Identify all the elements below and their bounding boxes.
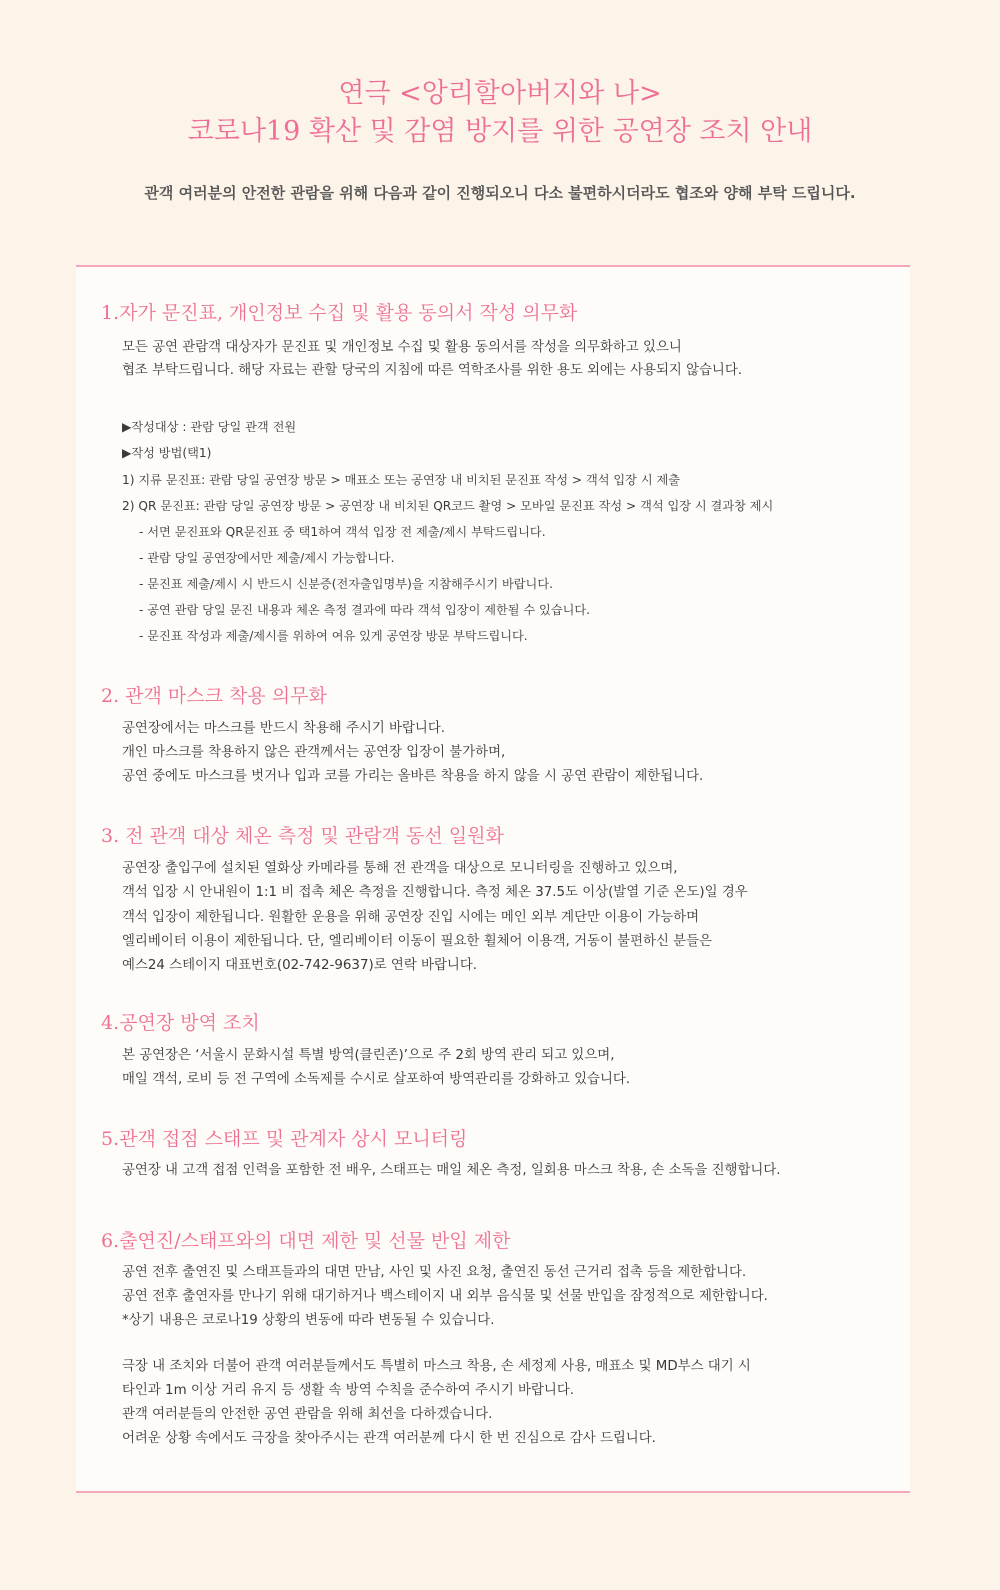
section-1-note: - 문진표 작성과 제출/제시를 위하여 여유 있게 공연장 방문 부탁드립니다. [139,629,528,643]
section-1-note: - 서면 문진표와 QR문진표 중 택1하여 객석 입장 전 제출/제시 부탁드립니다. [139,525,546,539]
section-1-line: 협조 부탁드립니다. 해당 자료는 관할 당국의 지침에 따른 역학조사를 위한 용도 외에는 사용되지 않습니다. [122,363,743,378]
page-title-line2: 코로나19 확산 및 감염 방지를 위한 공연장 조치 안내 [187,116,813,147]
section-1-detail: ▶작성대상 : 관람 당일 관객 전원 [122,420,297,434]
section-1-note: - 공연 관람 당일 문진 내용과 체온 측정 결과에 따라 객석 입장이 제한될 수 있습니다. [139,603,591,617]
section-6-title: 6.출연진/스태프와의 대면 제한 및 선물 반입 제한 [101,1230,511,1252]
page-title-line1: 연극 <앙리할아버지와 나> [338,78,662,109]
section-2-line: 공연장에서는 마스크를 반드시 착용해 주시기 바랍니다. [122,721,446,736]
section-6-line: 공연 전후 출연자를 만나기 위해 대기하거나 백스테이지 내 외부 음식물 및 선물 반입을 잠정적으로 제한합니다. [122,1289,768,1304]
section-1-title: 1.자가 문진표, 개인정보 수집 및 활용 동의서 작성 의무화 [101,302,578,324]
section-5-title: 5.관객 접점 스태프 및 관계자 상시 모니터링 [101,1128,468,1150]
section-4-title: 4.공연장 방역 조치 [101,1012,260,1034]
section-1-note: - 관람 당일 공연장에서만 제출/제시 가능합니다. [139,551,395,565]
section-6-line: *상기 내용은 코로나19 상황의 변동에 따라 변동될 수 있습니다. [122,1313,495,1328]
section-3-line: 객석 입장이 제한됩니다. 원활한 운용을 위해 공연장 진입 시에는 메인 외부 계단만 이용이 가능하며 [122,910,700,925]
section-3-line: 공연장 출입구에 설치된 열화상 카메라를 통해 전 관객을 대상으로 모니터링을 진행하고 있으며, [122,861,678,876]
closing-line: 관객 여러분들의 안전한 공연 관람을 위해 최선을 다하겠습니다. [122,1407,493,1422]
notice-panel [76,265,910,1493]
section-2-title: 2. 관객 마스크 착용 의무화 [101,685,327,707]
section-4-line: 본 공연장은 ‘서울시 문화시설 특별 방역(클린존)’으로 주 2회 방역 관리 되고 있으며, [122,1048,615,1063]
section-1-detail: 2) QR 문진표: 관람 당일 공연장 방문 > 공연장 내 비치된 QR코드 촬영 > 모바일 문진표 작성 > 객석 입장 시 결과창 제시 [122,499,774,513]
closing-line: 극장 내 조치와 더불어 관객 여러분들께서도 특별히 마스크 착용, 손 세정제 사용, 매표소 및 MD부스 대기 시 [122,1359,751,1374]
section-1-detail: ▶작성 방법(택1) [122,446,212,460]
closing-line: 어려운 상황 속에서도 극장을 찾아주시는 관객 여러분께 다시 한 번 진심으로 감사 드립니다. [122,1431,656,1446]
closing-line: 타인과 1m 이상 거리 유지 등 생활 속 방역 수칙을 준수하여 주시기 바랍니다. [122,1383,575,1398]
section-2-line: 개인 마스크를 착용하지 않은 관객께서는 공연장 입장이 불가하며, [122,745,506,760]
section-1-detail: 1) 지류 문진표: 관람 당일 공연장 방문 > 매표소 또는 공연장 내 비치된 문진표 작성 > 객석 입장 시 제출 [122,473,681,487]
section-5-line: 공연장 내 고객 접점 인력을 포함한 전 배우, 스태프는 매일 체온 측정, 일회용 마스크 착용, 손 소독을 진행합니다. [122,1163,781,1178]
section-3-line: 객석 입장 시 안내원이 1:1 비 접촉 체온 측정을 진행합니다. 측정 체온 37.5도 이상(발열 기준 온도)일 경우 [122,885,748,900]
section-1-note: - 문진표 제출/제시 시 반드시 신분증(전자출입명부)을 지참해주시기 바랍니다. [139,577,553,591]
section-1-line: 모든 공연 관람객 대상자가 문진표 및 개인정보 수집 및 활용 동의서를 작성을 의무화하고 있으니 [122,340,682,355]
section-2-line: 공연 중에도 마스크를 벗거나 입과 코를 가리는 올바른 착용을 하지 않을 시 공연 관람이 제한됩니다. [122,769,704,784]
section-4-line: 매일 객석, 로비 등 전 구역에 소독제를 수시로 살포하여 방역관리를 강화하고 있습니다. [122,1072,631,1087]
section-3-line: 예스24 스테이지 대표번호(02-742-9637)로 연락 바랍니다. [122,958,478,973]
section-3-title: 3. 전 관객 대상 체온 측정 및 관람객 동선 일원화 [101,825,504,847]
intro-text: 관객 여러분의 안전한 관람을 위해 다음과 같이 진행되오니 다소 불편하시더라도 협조와 양해 부탁 드립니다. [144,184,856,202]
section-6-line: 공연 전후 출연진 및 스태프들과의 대면 만남, 사인 및 사진 요청, 출연진 동선 근거리 접촉 등을 제한합니다. [122,1265,747,1280]
section-3-line: 엘리베이터 이용이 제한됩니다. 단, 엘리베이터 이동이 필요한 휠체어 이용객, 거동이 불편하신 분들은 [122,934,712,949]
